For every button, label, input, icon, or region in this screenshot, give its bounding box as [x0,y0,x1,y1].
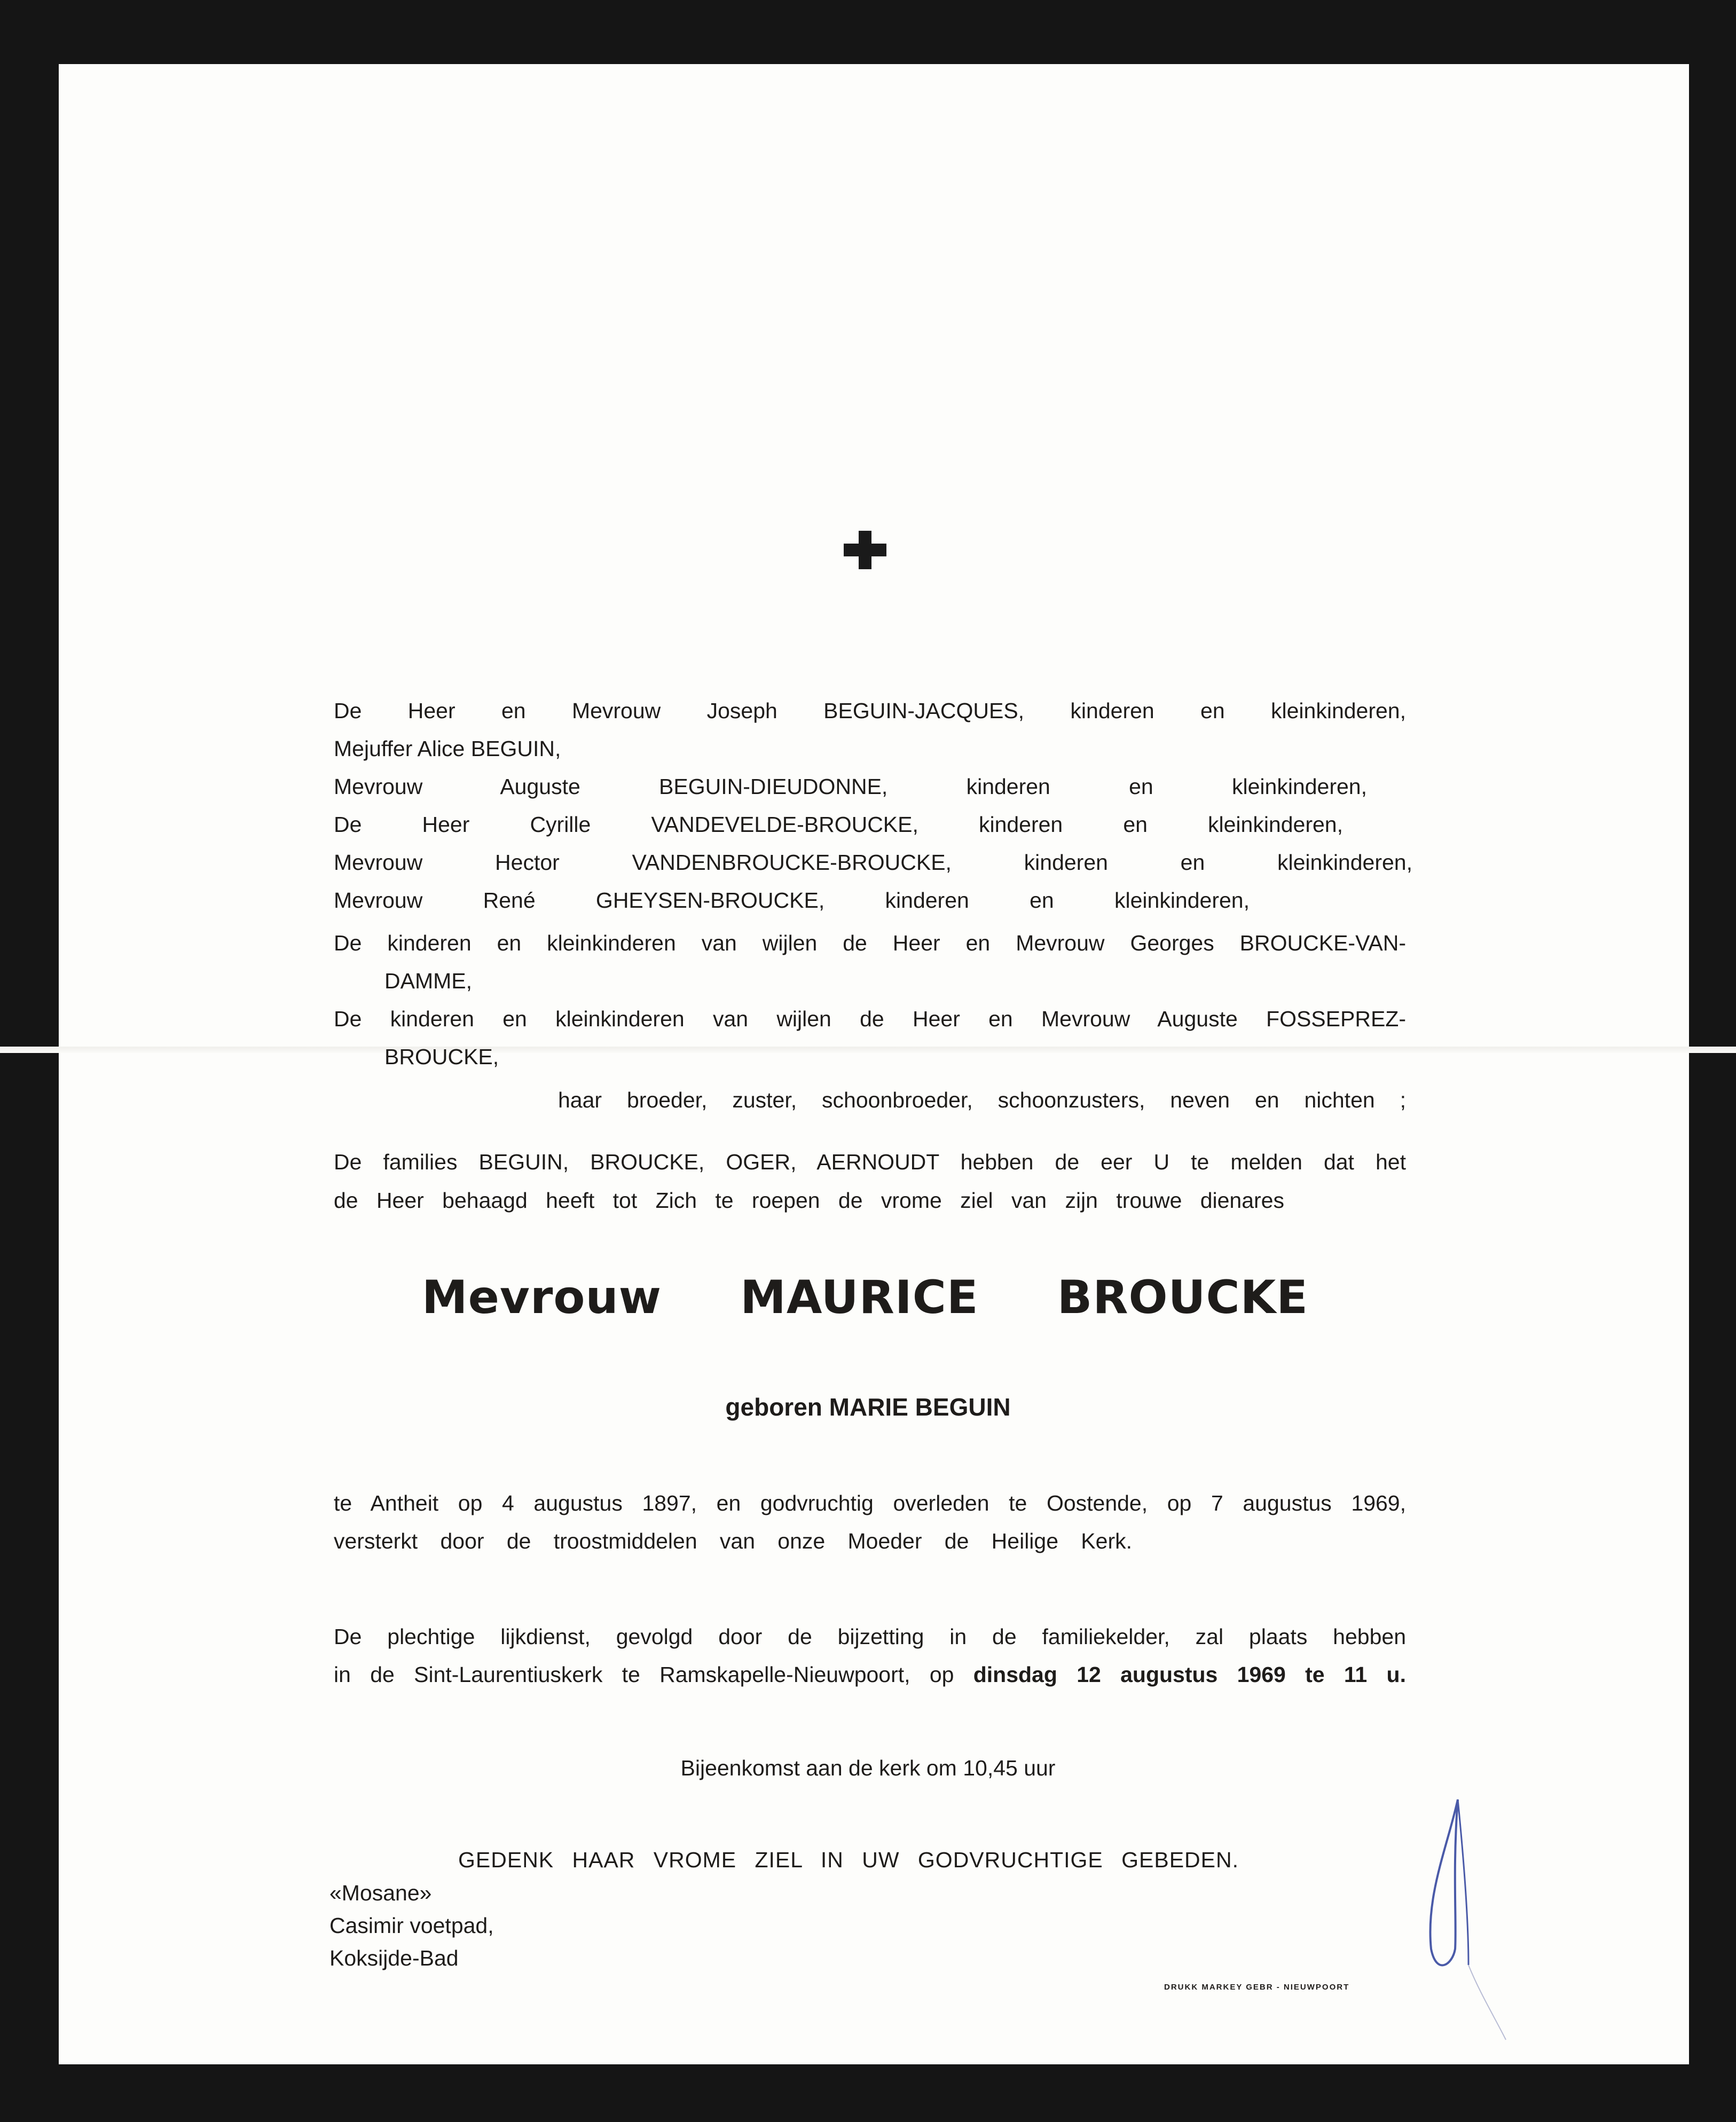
mourner-line: BROUCKE, [384,1044,499,1069]
service-place: in de Sint-Laurentiuskerk te Ramskapelle-Nieuwpoort, op [334,1662,954,1687]
paper-fold [0,1047,1736,1053]
handwritten-mark [1415,1789,1522,2045]
mourner-line: DAMME, [384,969,472,993]
mourner-line: Mevrouw René GHEYSEN-BROUCKE, kinderen en kleinkinderen, [334,888,1250,913]
address-line: Casimir voetpad, [329,1913,494,1938]
mourner-line: Mevrouw Hector VANDENBROUCKE-BROUCKE, kinderen en kleinkinderen, [334,850,1412,875]
mourner-line: haar broeder, zuster, schoonbroeder, schoonzusters, neven en nichten ; [558,1088,1406,1112]
mourner-line: De kinderen en kleinkinderen van wijlen de Heer en Mevrouw Auguste FOSSEPREZ- [334,1007,1406,1031]
mourner-line: De kinderen en kleinkinderen van wijlen de Heer en Mevrouw Georges BROUCKE-VAN- [334,931,1406,955]
address-line: «Mosane» [329,1881,432,1905]
gathering-note: Bijeenkomst aan de kerk om 10,45 uur [680,1756,1056,1780]
birth-death-line: versterkt door de troostmiddelen van onze Moeder de Heilige Kerk. [334,1529,1132,1553]
closing-prayer: GEDENK HAAR VROME ZIEL IN UW GODVRUCHTIGE GEBEDEN. [458,1848,1239,1872]
announcement-line: de Heer behaagd heeft tot Zich te roepen de vrome ziel van zijn trouwe dienares [334,1188,1284,1213]
birth-name: geboren MARIE BEGUIN [725,1393,1011,1421]
cross-icon [838,529,892,571]
service-line [334,1660,1406,1689]
mourner-line: Mejuffer Alice BEGUIN, [334,736,561,761]
deceased-name: Mevrouw MAURICE BROUCKE [422,1271,1308,1324]
service-date: dinsdag 12 augustus 1969 te 11 u. [973,1662,1406,1687]
birth-death-line: te Antheit op 4 augustus 1897, en godvruchtig overleden te Oostende, op 7 augustus 1969, [334,1491,1406,1515]
address-line: Koksijde-Bad [329,1946,459,1970]
mourner-line: De Heer en Mevrouw Joseph BEGUIN-JACQUES, kinderen en kleinkinderen, [334,698,1406,723]
printer-imprint: DRUKK MARKEY GEBR - NIEUWPOORT [1164,1983,1350,1992]
mourner-line: De Heer Cyrille VANDEVELDE-BROUCKE, kinderen en kleinkinderen, [334,812,1343,837]
service-line: De plechtige lijkdienst, gevolgd door de bijzetting in de familiekelder, zal plaats hebben [334,1624,1406,1649]
mourner-line: Mevrouw Auguste BEGUIN-DIEUDONNE, kinderen en kleinkinderen, [334,774,1367,799]
announcement-line: De families BEGUIN, BROUCKE, OGER, AERNOUDT hebben de eer U te melden dat het [334,1150,1406,1174]
